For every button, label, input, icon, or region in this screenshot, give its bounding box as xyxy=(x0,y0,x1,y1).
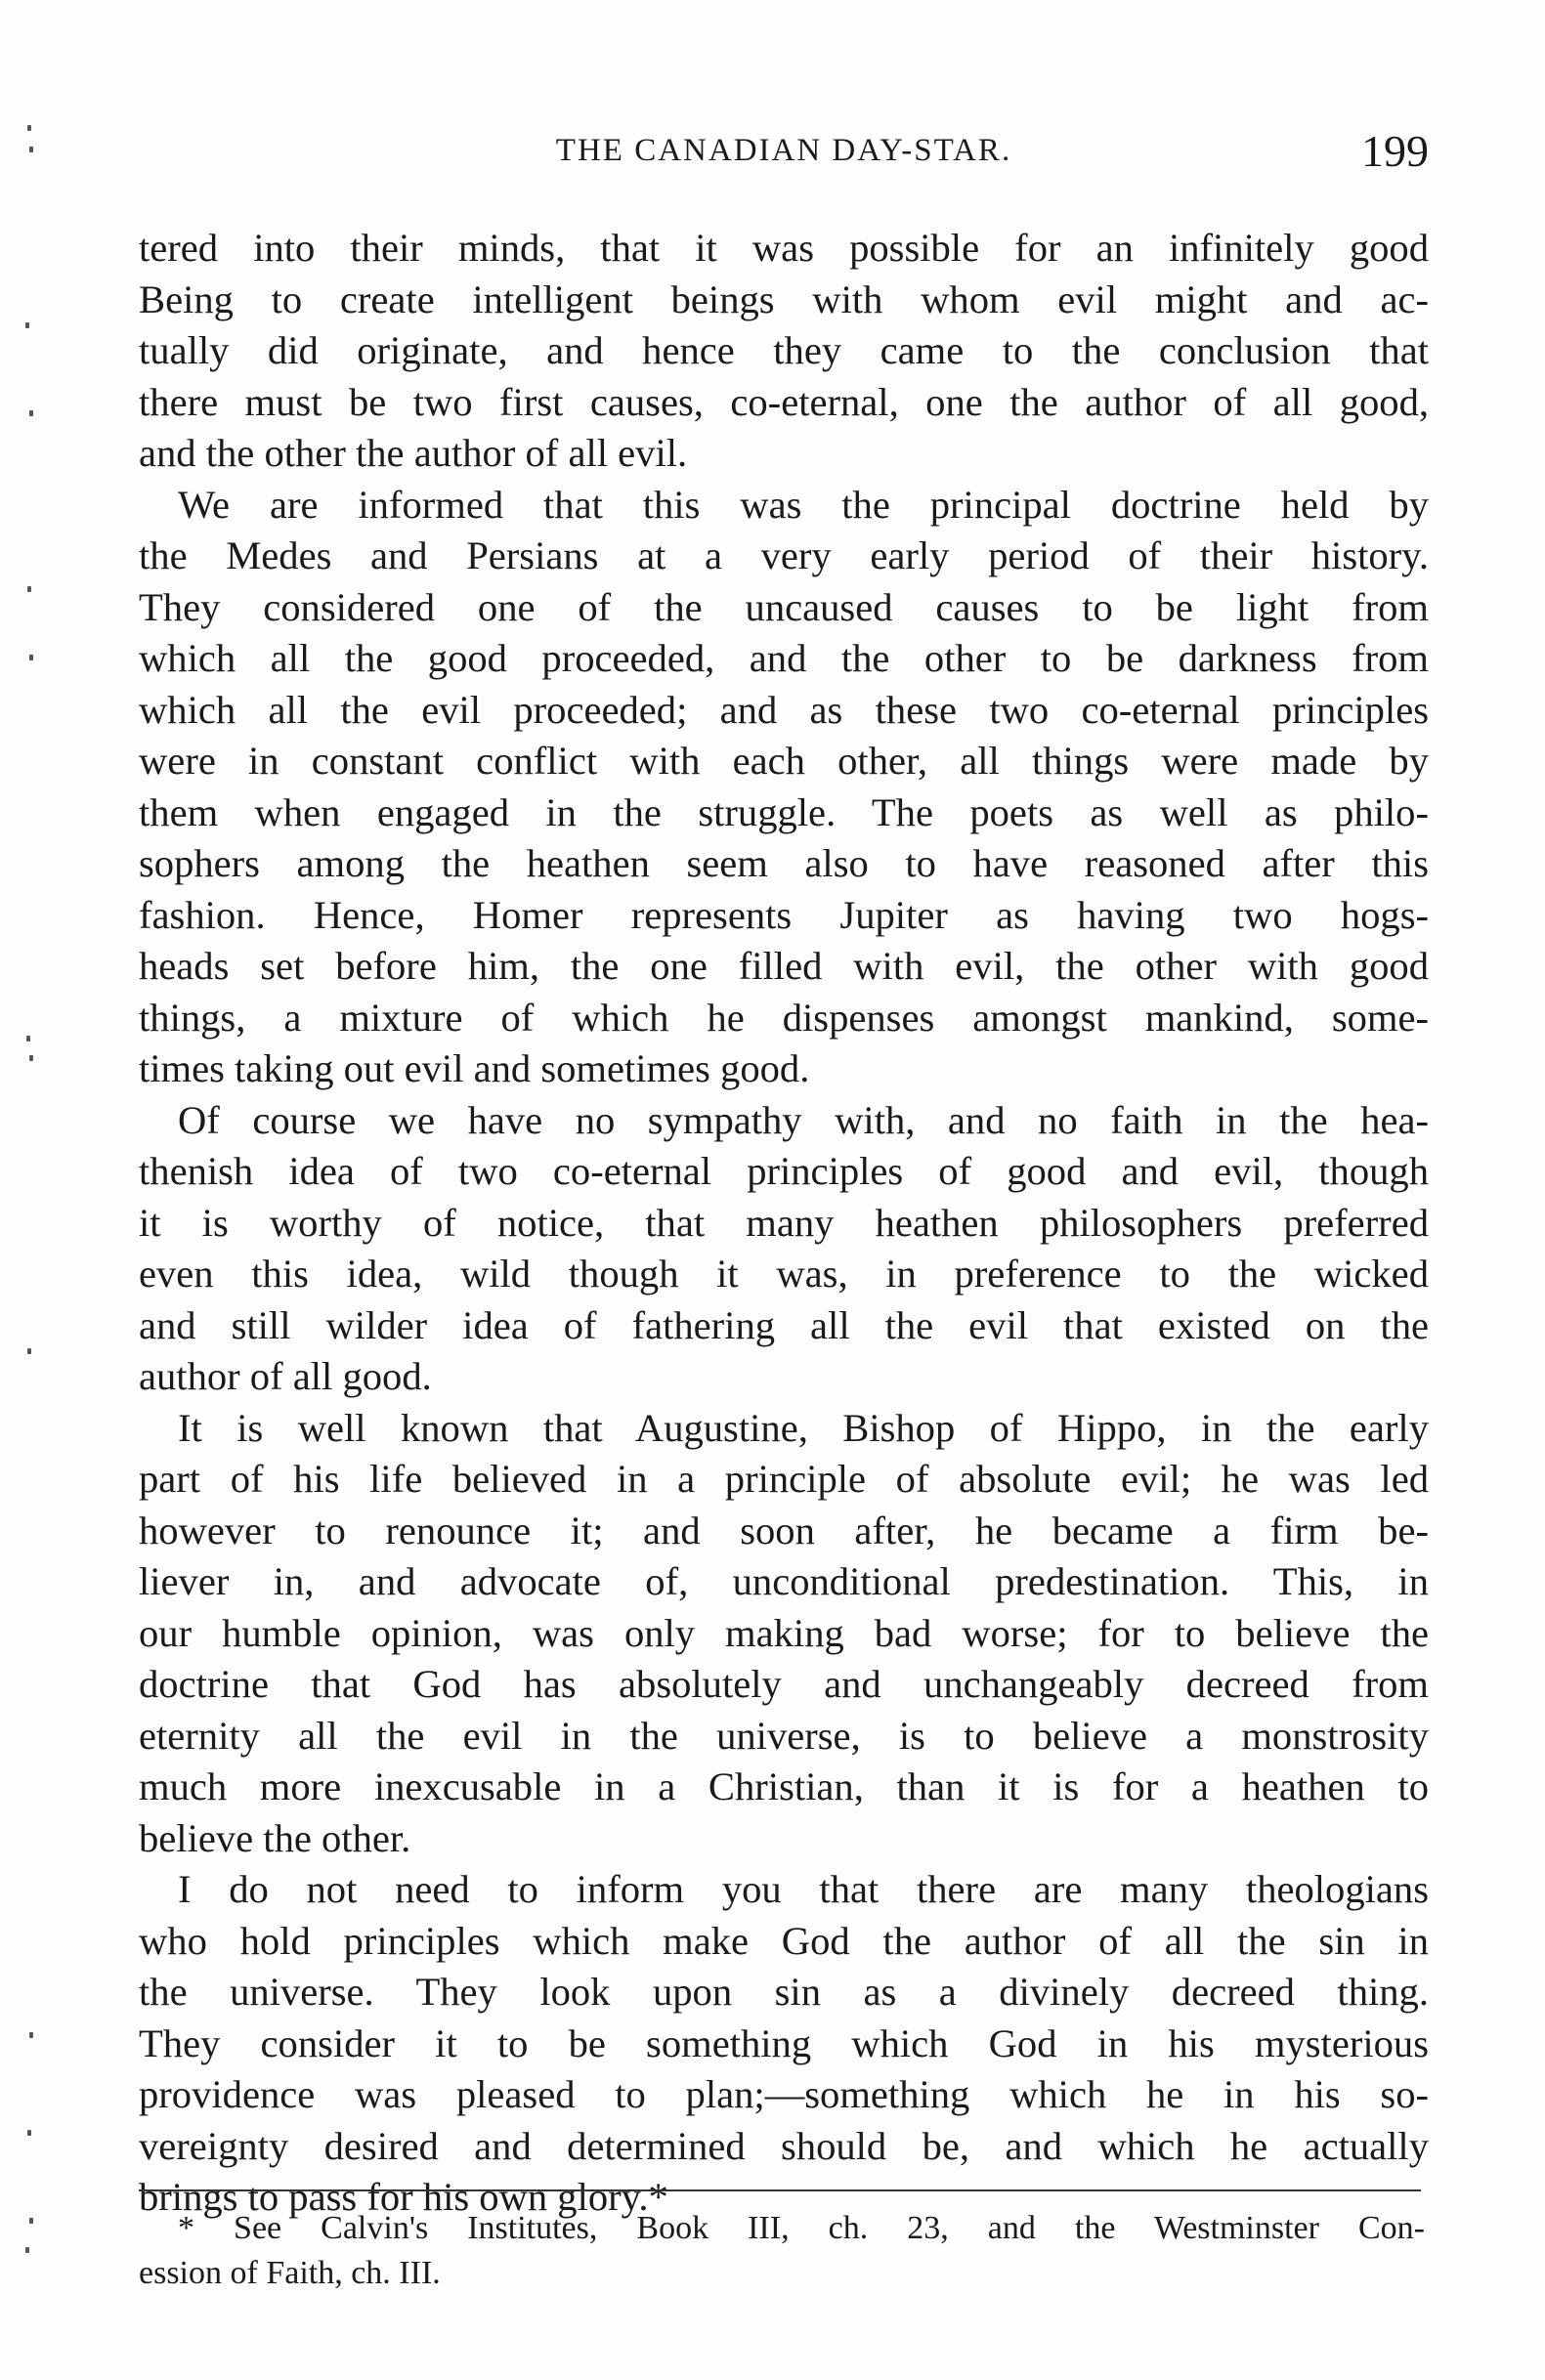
text-line: were in constant conflict with each other, all things were made by xyxy=(139,739,1429,783)
text-line: and the other the author of all evil. xyxy=(139,431,688,475)
text-line: fashion. Hence, Homer represents Jupiter as having two hogs- xyxy=(139,892,1429,937)
footnote-divider xyxy=(139,2189,1421,2191)
text-line: They consider it to be something which God in his mysterious xyxy=(139,2020,1429,2065)
running-title: THE CANADIAN DAY-STAR. xyxy=(555,133,1012,168)
text-line: heads set before him, the one filled with evil, the other with good xyxy=(139,944,1429,988)
text-line: Being to create intelligent beings with whom evil might and ac- xyxy=(139,276,1429,321)
margin-specks xyxy=(0,0,59,2380)
text-line: We are informed that this was the principal doctrine held by xyxy=(178,482,1429,527)
text-line: Of course we have no sympathy with, and no faith in the hea- xyxy=(178,1097,1429,1142)
paragraph-3 xyxy=(139,1095,1429,1403)
page-header xyxy=(139,125,1429,184)
text-line: doctrine that God has absolutely and unchangeably decreed from xyxy=(139,1662,1429,1706)
text-line: I do not need to inform you that there are many theologians xyxy=(178,1867,1429,1911)
text-line: sophers among the heathen seem also to have reasoned after this xyxy=(139,841,1429,885)
text-line: even this idea, wild though it was, in preference to the wicked xyxy=(139,1252,1429,1296)
text-line: there must be two first causes, co-eternal, one the author of all good, xyxy=(139,379,1429,424)
text-line: much more inexcusable in a Christian, than it is for a heathen to xyxy=(139,1764,1429,1808)
text-line: eternity all the evil in the universe, is to believe a monstrosity xyxy=(139,1713,1429,1758)
text-line: tered into their minds, that it was possible for an infinitely good xyxy=(139,226,1429,270)
footnote-line: * See Calvin's Institutes, Book III, ch. 23, and the Westminster Con- xyxy=(178,2210,1425,2246)
text-line: times taking out evil and sometimes good. xyxy=(139,1046,810,1090)
text-line: which all the evil proceeded; and as these two co-eternal principles xyxy=(139,687,1429,732)
text-line: part of his life believed in a principle of absolute evil; he was led xyxy=(139,1457,1429,1501)
footnote xyxy=(139,2206,1425,2296)
text-line: them when engaged in the struggle. The poets as well as philo- xyxy=(139,789,1429,834)
text-line: the universe. They look upon sin as a divinely decreed thing. xyxy=(139,1970,1429,2014)
text-line: our humble opinion, was only making bad worse; for to believe the xyxy=(139,1610,1429,1655)
text-line: and still wilder idea of fathering all the evil that existed on the xyxy=(139,1302,1429,1347)
text-line: They considered one of the uncaused causes to be light from xyxy=(139,584,1429,629)
paragraph-2 xyxy=(139,480,1429,1095)
text-line: tually did originate, and hence they came to the conclusion that xyxy=(139,328,1429,372)
text-line: which all the good proceeded, and the other to be darkness from xyxy=(139,636,1429,680)
text-line: who hold principles which make God the author of all the sin in xyxy=(139,1918,1429,1963)
text-line: It is well known that Augustine, Bishop of Hippo, in the early xyxy=(178,1405,1429,1450)
paragraph-1 xyxy=(139,223,1429,480)
text-line: it is worthy of notice, that many heathen philosophers preferred xyxy=(139,1200,1429,1245)
text-line: however to renounce it; and soon after, he became a firm be- xyxy=(139,1508,1429,1552)
paragraph-5 xyxy=(139,1864,1429,2224)
text-line: the Medes and Persians at a very early period of their history. xyxy=(139,533,1429,577)
text-line: liever in, and advocate of, unconditional predestination. This, in xyxy=(139,1559,1429,1603)
text-line: vereignty desired and determined should be, and which he actually xyxy=(139,2123,1429,2168)
text-line: brings to pass for his own glory.* xyxy=(139,2175,668,2219)
body-text xyxy=(139,223,1429,2224)
text-line: things, a mixture of which he dispenses amongst mankind, some- xyxy=(139,995,1429,1040)
page-number: 199 xyxy=(1361,126,1429,176)
footnote-line: ession of Faith, ch. III. xyxy=(139,2255,441,2291)
paragraph-4 xyxy=(139,1403,1429,1865)
text-line: believe the other. xyxy=(139,1815,411,1860)
text-line: providence was pleased to plan;—something which he in his so- xyxy=(139,2072,1429,2116)
text-line: thenish idea of two co-eternal principles of good and evil, though xyxy=(139,1149,1429,1193)
text-line: author of all good. xyxy=(139,1354,432,1398)
